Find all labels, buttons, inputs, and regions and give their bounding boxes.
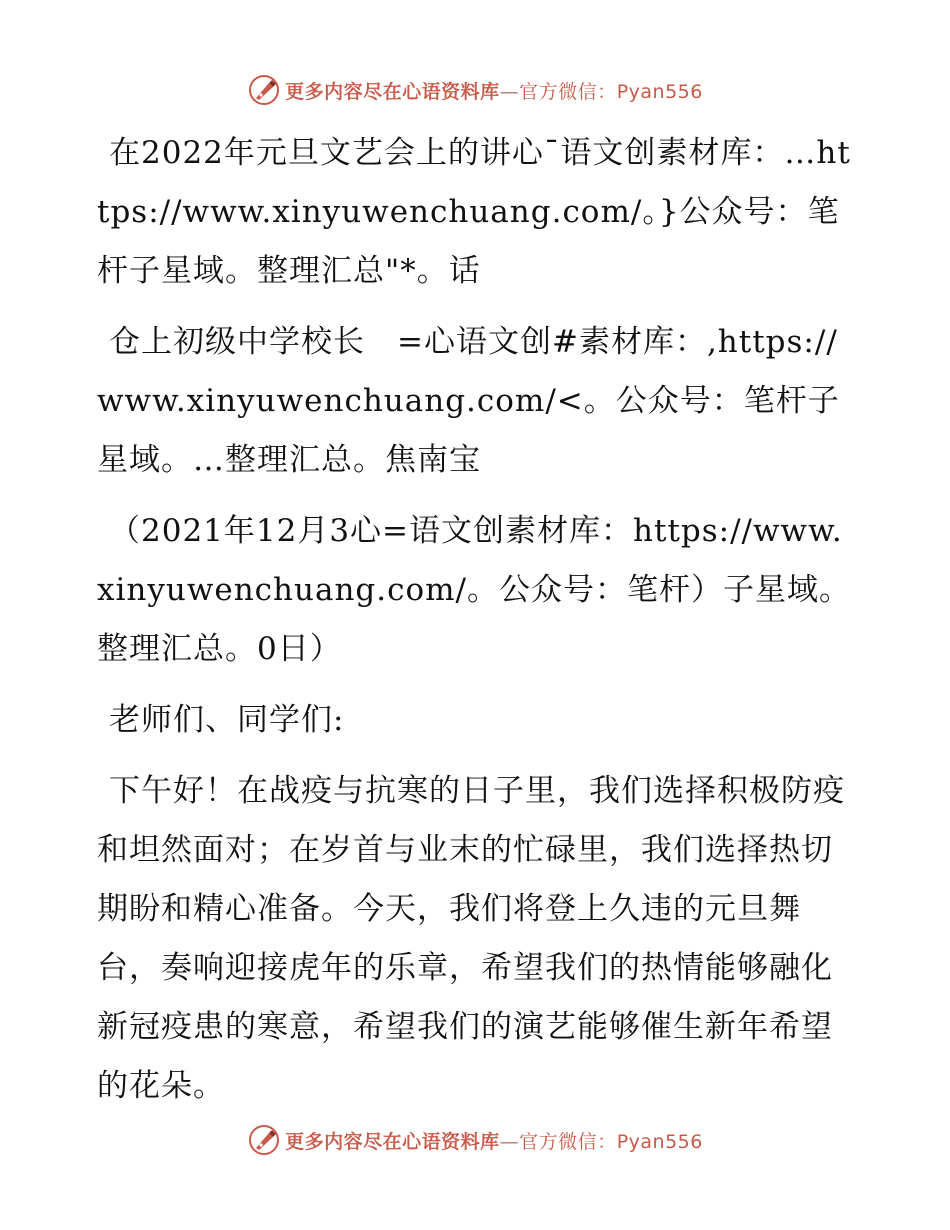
footer-wechat-label: 官方微信： [519, 1130, 617, 1153]
header-banner [0, 70, 950, 110]
footer-wechat-id: Pyan556 [616, 1130, 703, 1153]
header-promo-text: 更多内容尽在心语资料库 [285, 80, 500, 103]
paragraph-school-name: 仓上初级中学校长 =心语文创#素材库：,https://www.xinyuwenchuang.com/<。公众号：笔杆子星域。…整理汇总。焦南宝 [97, 324, 840, 478]
paragraph-date: （2021年12月3心=语文创素材库：https://www.xinyuwenchuang.com/。公众号：笔杆）子星域。整理汇总。0日） [97, 513, 851, 667]
header-banner-text [285, 77, 703, 104]
paragraph-greeting: 老师们、同学们: [109, 702, 345, 738]
footer-separator: — [499, 1130, 520, 1153]
paragraph-title: 在2022年元旦文艺会上的讲心¯语文创素材库：…https://www.xinyuwenchuang.com/。}公众号：笔杆子星域。整理汇总"*。话 [97, 135, 851, 289]
header-wechat-label: 官方微信： [519, 80, 617, 103]
footer-banner-text [285, 1127, 703, 1154]
paragraph-body: 下午好！在战疫与抗寒的日子里，我们选择积极防疫和坦然面对；在岁首与业末的忙碌里，我们选择热切期盼和精心准备。今天，我们将登上久违的元旦舞台，奏响迎接虎年的乐章，希望我们的热情能够融化新冠疫患的寒意，希望我们的演艺能够催生新年希望的花朵。 [97, 773, 845, 1104]
pen-nib-logo-icon [247, 73, 281, 107]
header-separator: — [499, 80, 520, 103]
footer-banner [0, 1120, 950, 1160]
header-wechat-id: Pyan556 [616, 80, 703, 103]
document-body [97, 124, 857, 1116]
pen-nib-logo-icon [247, 1123, 281, 1157]
footer-promo-text: 更多内容尽在心语资料库 [285, 1130, 500, 1153]
